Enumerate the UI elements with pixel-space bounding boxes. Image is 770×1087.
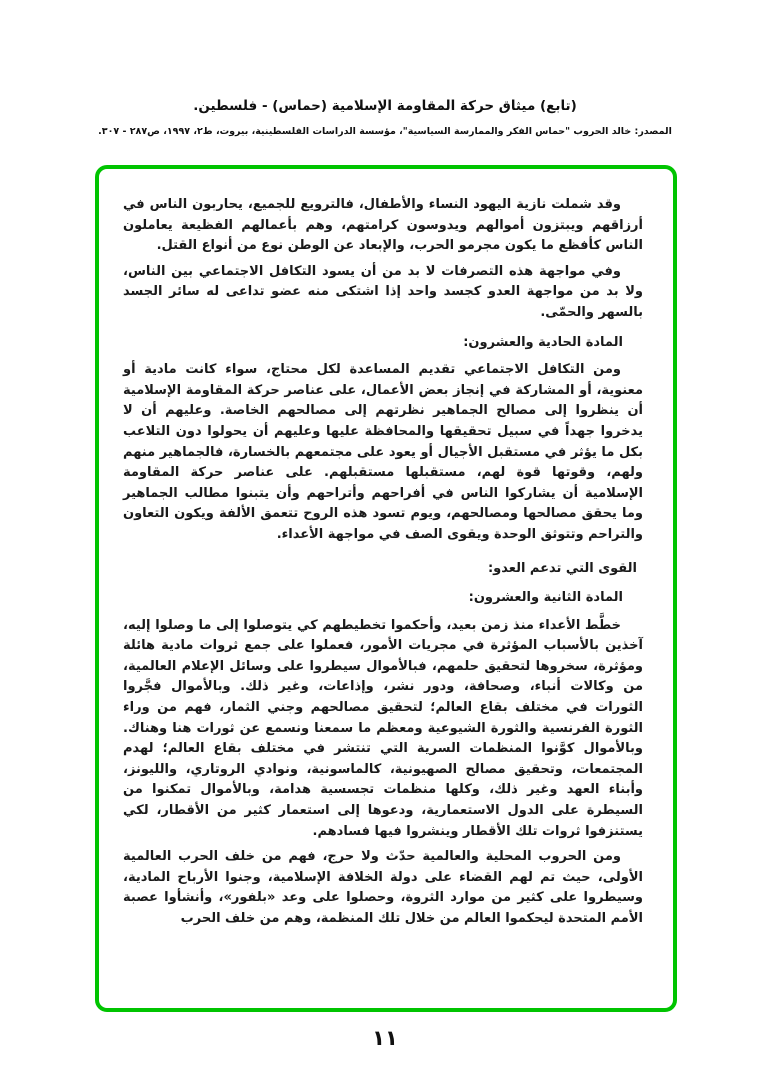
content-border-box	[95, 165, 677, 1012]
charter-text-area	[99, 169, 673, 1008]
page-number: ١١	[372, 1026, 398, 1050]
paragraph-article-22-body: خطَّط الأعداء منذ زمن بعيد، وأحكموا تخطيطهم كي يتوصلوا إلى ما وصلوا إليه، آخذين بالأسباب المؤثرة في مجريات الأمور، فعملوا على جمع ثروات مادية هائلة ومؤثرة، سخروها لتحقيق حلمهم، فبالأموال سيطروا على وسائل الإعلام العالمية، من وكالات أنباء، وصحافة، ودور نشر، وإذاعات، وغير ذلك. وبالأموال فجَّروا الثورات في مختلف بقاع العالم؛ لتحقيق مصالحهم وجني الثمار، فهم من وراء الثورة الفرنسية والثورة الشيوعية ومعظم ما سمعنا ونسمع عن ثورات هنا وهناك. وبالأموال كوَّنوا المنظمات السرية التي تنتشر في مختلف بقاع العالم؛ لهدم المجتمعات، وتحقيق مصالح الصهيونية، كالماسونية، ونوادي الروتاري، والليونز، وأبناء العهد وغير ذلك، وكلها منظمات تجسسية هدامة، وبالأموال تمكنوا من السيطرة على الدول الاستعمارية، ودعوها إلى استعمار كثير من الأقطار، لكي يستنزفوا ثروات تلك الأقطار وينشروا فيها فسادهم.	[123, 617, 643, 839]
paragraph-social-solidarity: وفي مواجهة هذه التصرفات لا بد من أن يسود التكافل الاجتماعي بين الناس، ولا بد من مواجهة العدو كجسد واحد إذا اشتكى منه عضو تداعى له سائر الجسد بالسهر والحمّى.	[123, 263, 643, 320]
document-title: (تابع) ميثاق حركة المقاومة الإسلامية (حماس) - فلسطين.	[193, 98, 577, 114]
source-citation: المصدر: خالد الحروب "حماس الفكر والممارسة السياسية"، مؤسسة الدراسات الفلسطينية، بيروت، ط٢، ١٩٩٧، ص٢٨٧ - ٣٠٧.	[98, 126, 672, 137]
article-21-heading: المادة الحادية والعشرون:	[463, 334, 623, 350]
paragraph-article-21-body: ومن التكافل الاجتماعي تقديم المساعدة لكل محتاج، سواء كانت مادية أو معنوية، أو المشاركة في إنجاز بعض الأعمال، على عناصر حركة المقاومة الإسلامية أن ينظروا إلى مصالح الجماهير نظرتهم إلى مصالحهم الخاصة. وعليهم أن لا يدخروا جهداً في سبيل تحقيقها والمحافظة عليها وعليهم أن يحولوا دون التلاعب بكل ما يؤثر في مستقبل الأجيال أو يعود على مجتمعهم بالخسارة، فالجماهير منهم ولهم، وقوتها قوة لهم، مستقبلها مستقبلهم. على عناصر حركة المقاومة الإسلامية أن يشاركوا الناس في أفراحهم وأتراحهم وأن يتبنوا مطالب الجماهير وما يحقق مصالحها ومصالحهم، ويوم تسود هذه الروح تتعمق الألفة ويكون التعاون والتراحم وتتوثق الوحدة ويقوى الصف في مواجهة الأعداء.	[123, 362, 643, 542]
section-heading-enemy-supporters: القوى التي تدعم العدو:	[487, 560, 637, 576]
article-22-heading: المادة الثانية والعشرون:	[468, 590, 623, 606]
paragraph-world-wars: ومن الحروب المحلية والعالمية حدّث ولا حرج، فهم من خلف الحرب العالمية الأولى، حيث تم لهم القضاء على دولة الخلافة الإسلامية، وجنوا الأرباح المادية، وسيطروا على كثير من موارد الثروة، وحصلوا على وعد «بلفور»، وأنشأوا عصبة الأمم المتحدة ليحكموا العالم من خلال تلك المنظمة، وهم من خلف الحرب	[123, 849, 643, 926]
paragraph-nazism-of-jews: وقد شملت نازية اليهود النساء والأطفال، فالترويع للجميع، يحاربون الناس في أرزاقهم ويبتزون أموالهم ويدوسون كرامتهم، وهم بأعمالهم الفظيعة يعاملون الناس كأفظع ما يكون مجرمو الحرب، والإبعاد عن الوطن نوع من أنواع القتل.	[123, 197, 643, 254]
